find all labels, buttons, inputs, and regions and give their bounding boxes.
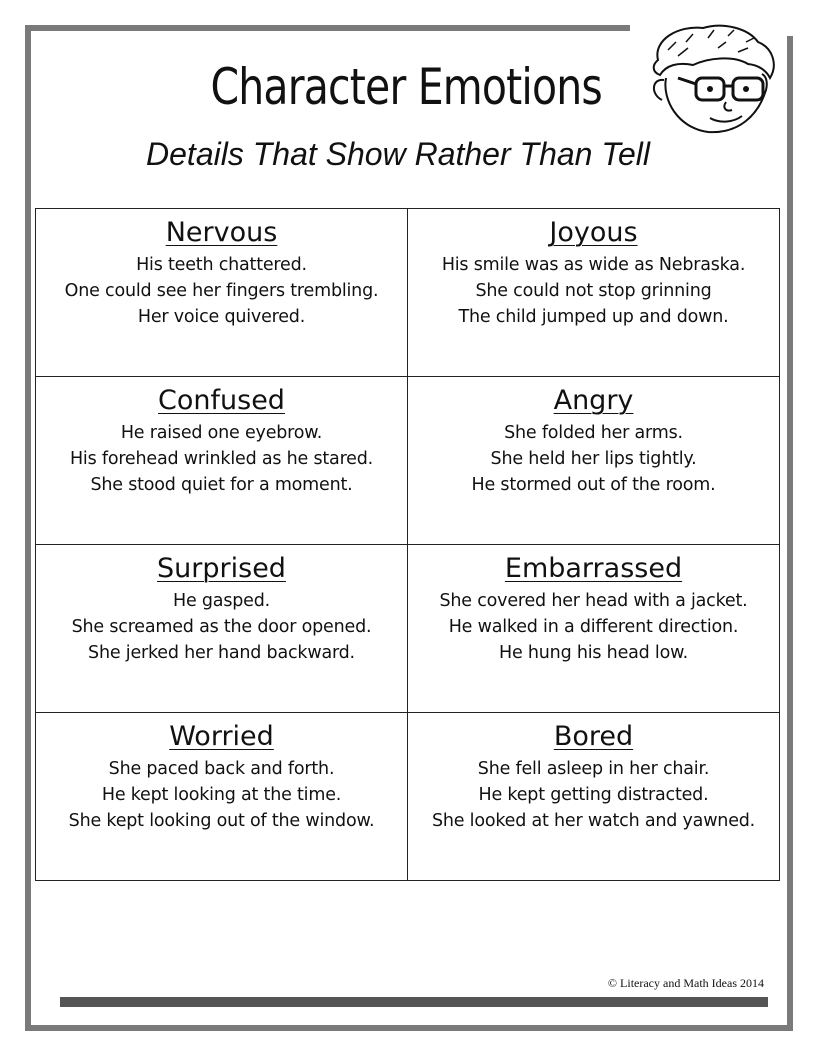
page-subtitle: Details That Show Rather Than Tell — [146, 136, 650, 172]
detail-line: She looked at her watch and yawned. — [431, 811, 756, 831]
detail-line: She kept looking out of the window. — [68, 811, 375, 831]
emotion-cell-nervous — [36, 209, 408, 377]
detail-line: Her voice quivered. — [137, 307, 306, 327]
detail-line: She jerked her hand backward. — [88, 643, 355, 663]
detail-line: She folded her arms. — [504, 423, 683, 443]
detail-line: He walked in a different direction. — [448, 617, 739, 637]
emotion-heading: Confused — [158, 385, 285, 416]
detail-line: He kept getting distracted. — [478, 785, 709, 805]
copyright-notice: © Literacy and Math Ideas 2014 — [607, 976, 764, 990]
detail-line: He hung his head low. — [499, 643, 688, 663]
detail-line: She screamed as the door opened. — [71, 617, 372, 637]
emotion-cell-bored — [408, 713, 780, 881]
emotion-cell-angry — [408, 377, 780, 545]
emotions-table — [35, 208, 780, 881]
footer-bar — [60, 997, 768, 1007]
emotion-cell-worried — [36, 713, 408, 881]
detail-line: His teeth chattered. — [136, 255, 307, 275]
detail-line: His forehead wrinkled as he stared. — [69, 449, 374, 469]
emotion-heading: Nervous — [165, 217, 278, 248]
emotion-heading: Surprised — [157, 553, 286, 584]
detail-line: She stood quiet for a moment. — [90, 475, 353, 495]
detail-line: She held her lips tightly. — [490, 449, 697, 469]
emotion-heading: Angry — [553, 385, 634, 416]
emotion-heading: Embarrassed — [504, 553, 683, 584]
emotion-cell-confused — [36, 377, 408, 545]
detail-line: His smile was as wide as Nebraska. — [441, 255, 746, 275]
emotion-heading: Joyous — [549, 217, 638, 248]
emotion-heading: Worried — [169, 721, 274, 752]
table-row — [36, 209, 780, 377]
detail-line: One could see her fingers trembling. — [64, 281, 379, 301]
detail-line: She covered her head with a jacket. — [439, 591, 748, 611]
detail-line: He raised one eyebrow. — [120, 423, 323, 443]
emotion-cell-joyous — [408, 209, 780, 377]
table-row — [36, 713, 780, 881]
emotion-cell-embarrassed — [408, 545, 780, 713]
detail-line: He gasped. — [173, 591, 270, 611]
detail-line: He stormed out of the room. — [471, 475, 716, 495]
table-row — [36, 545, 780, 713]
page-title: Character Emotions — [210, 58, 602, 116]
emotion-heading: Bored — [553, 721, 634, 752]
detail-line: She could not stop grinning — [475, 281, 712, 301]
detail-line: The child jumped up and down. — [458, 307, 729, 327]
table-row — [36, 377, 780, 545]
detail-line: She paced back and forth. — [108, 759, 335, 779]
detail-line: She fell asleep in her chair. — [477, 759, 710, 779]
emotion-cell-surprised — [36, 545, 408, 713]
detail-line: He kept looking at the time. — [101, 785, 342, 805]
